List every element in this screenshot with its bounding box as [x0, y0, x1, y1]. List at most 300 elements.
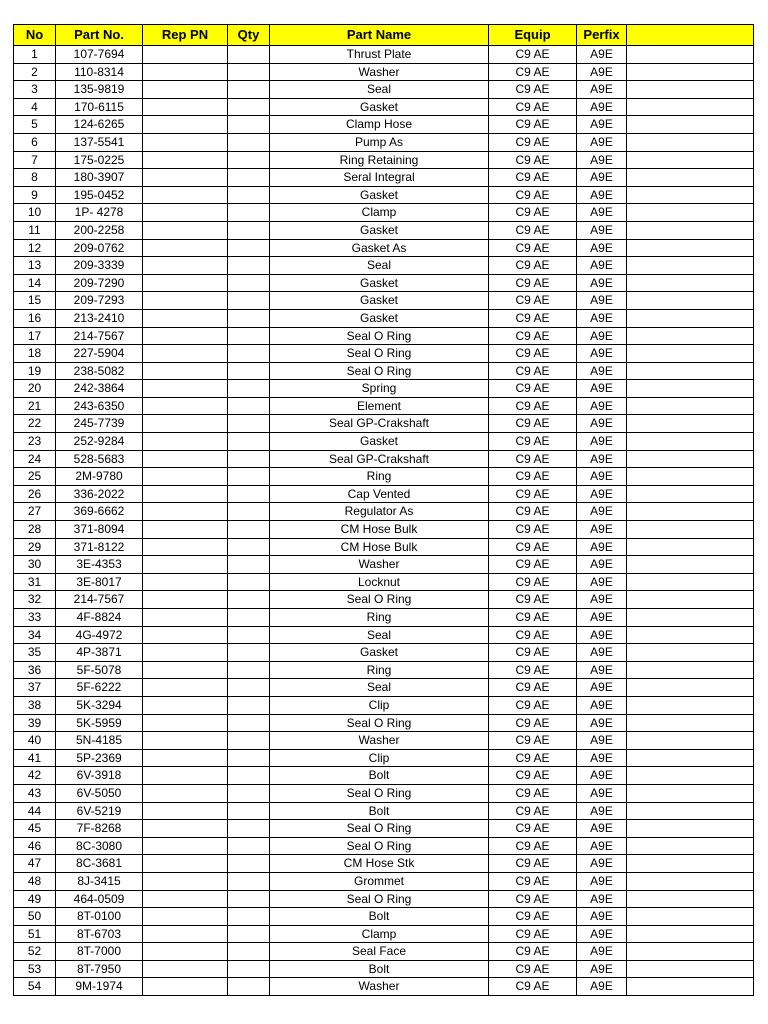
- replacement-part-number[interactable]: [143, 503, 228, 521]
- extra-cell[interactable]: [627, 521, 754, 539]
- part-name[interactable]: Clamp: [270, 925, 489, 943]
- equipment[interactable]: C9 AE: [489, 485, 577, 503]
- replacement-part-number[interactable]: [143, 133, 228, 151]
- prefix[interactable]: A9E: [577, 327, 627, 345]
- row-no[interactable]: 19: [14, 362, 56, 380]
- equipment[interactable]: C9 AE: [489, 239, 577, 257]
- extra-cell[interactable]: [627, 204, 754, 222]
- row-no[interactable]: 25: [14, 468, 56, 486]
- replacement-part-number[interactable]: [143, 521, 228, 539]
- part-name[interactable]: Gasket: [270, 274, 489, 292]
- equipment[interactable]: C9 AE: [489, 556, 577, 574]
- equipment[interactable]: C9 AE: [489, 732, 577, 750]
- extra-cell[interactable]: [627, 872, 754, 890]
- quantity[interactable]: [228, 696, 270, 714]
- extra-cell[interactable]: [627, 133, 754, 151]
- part-number[interactable]: 245-7739: [56, 415, 143, 433]
- header-rep-pn[interactable]: Rep PN: [143, 25, 228, 46]
- equipment[interactable]: C9 AE: [489, 521, 577, 539]
- equipment[interactable]: C9 AE: [489, 538, 577, 556]
- quantity[interactable]: [228, 556, 270, 574]
- prefix[interactable]: A9E: [577, 784, 627, 802]
- quantity[interactable]: [228, 626, 270, 644]
- replacement-part-number[interactable]: [143, 784, 228, 802]
- row-no[interactable]: 3: [14, 81, 56, 99]
- part-name[interactable]: Regulator As: [270, 503, 489, 521]
- part-name[interactable]: CM Hose Stk: [270, 855, 489, 873]
- row-no[interactable]: 35: [14, 644, 56, 662]
- part-number[interactable]: 8C-3080: [56, 837, 143, 855]
- part-name[interactable]: Clip: [270, 696, 489, 714]
- replacement-part-number[interactable]: [143, 538, 228, 556]
- row-no[interactable]: 23: [14, 433, 56, 451]
- extra-cell[interactable]: [627, 749, 754, 767]
- prefix[interactable]: A9E: [577, 749, 627, 767]
- equipment[interactable]: C9 AE: [489, 468, 577, 486]
- part-name[interactable]: Clamp Hose: [270, 116, 489, 134]
- quantity[interactable]: [228, 802, 270, 820]
- equipment[interactable]: C9 AE: [489, 345, 577, 363]
- extra-cell[interactable]: [627, 978, 754, 996]
- prefix[interactable]: A9E: [577, 767, 627, 785]
- quantity[interactable]: [228, 292, 270, 310]
- prefix[interactable]: A9E: [577, 221, 627, 239]
- replacement-part-number[interactable]: [143, 714, 228, 732]
- replacement-part-number[interactable]: [143, 239, 228, 257]
- extra-cell[interactable]: [627, 925, 754, 943]
- part-number[interactable]: 5N-4185: [56, 732, 143, 750]
- equipment[interactable]: C9 AE: [489, 81, 577, 99]
- replacement-part-number[interactable]: [143, 63, 228, 81]
- extra-cell[interactable]: [627, 309, 754, 327]
- prefix[interactable]: A9E: [577, 679, 627, 697]
- quantity[interactable]: [228, 274, 270, 292]
- quantity[interactable]: [228, 485, 270, 503]
- replacement-part-number[interactable]: [143, 696, 228, 714]
- part-name[interactable]: CM Hose Bulk: [270, 521, 489, 539]
- prefix[interactable]: A9E: [577, 978, 627, 996]
- prefix[interactable]: A9E: [577, 433, 627, 451]
- part-name[interactable]: Cap Vented: [270, 485, 489, 503]
- equipment[interactable]: C9 AE: [489, 925, 577, 943]
- part-number[interactable]: 371-8122: [56, 538, 143, 556]
- part-number[interactable]: 135-9819: [56, 81, 143, 99]
- equipment[interactable]: C9 AE: [489, 767, 577, 785]
- equipment[interactable]: C9 AE: [489, 450, 577, 468]
- prefix[interactable]: A9E: [577, 591, 627, 609]
- prefix[interactable]: A9E: [577, 468, 627, 486]
- replacement-part-number[interactable]: [143, 679, 228, 697]
- replacement-part-number[interactable]: [143, 468, 228, 486]
- row-no[interactable]: 39: [14, 714, 56, 732]
- row-no[interactable]: 30: [14, 556, 56, 574]
- quantity[interactable]: [228, 644, 270, 662]
- replacement-part-number[interactable]: [143, 345, 228, 363]
- row-no[interactable]: 54: [14, 978, 56, 996]
- extra-cell[interactable]: [627, 696, 754, 714]
- equipment[interactable]: C9 AE: [489, 116, 577, 134]
- replacement-part-number[interactable]: [143, 380, 228, 398]
- part-name[interactable]: Locknut: [270, 573, 489, 591]
- header-part-name[interactable]: Part Name: [270, 25, 489, 46]
- row-no[interactable]: 44: [14, 802, 56, 820]
- extra-cell[interactable]: [627, 855, 754, 873]
- replacement-part-number[interactable]: [143, 292, 228, 310]
- replacement-part-number[interactable]: [143, 450, 228, 468]
- extra-cell[interactable]: [627, 274, 754, 292]
- extra-cell[interactable]: [627, 450, 754, 468]
- replacement-part-number[interactable]: [143, 186, 228, 204]
- row-no[interactable]: 1: [14, 46, 56, 64]
- quantity[interactable]: [228, 679, 270, 697]
- row-no[interactable]: 27: [14, 503, 56, 521]
- replacement-part-number[interactable]: [143, 925, 228, 943]
- part-number[interactable]: 200-2258: [56, 221, 143, 239]
- row-no[interactable]: 14: [14, 274, 56, 292]
- quantity[interactable]: [228, 46, 270, 64]
- quantity[interactable]: [228, 732, 270, 750]
- quantity[interactable]: [228, 908, 270, 926]
- quantity[interactable]: [228, 186, 270, 204]
- equipment[interactable]: C9 AE: [489, 943, 577, 961]
- part-name[interactable]: Seal: [270, 257, 489, 275]
- equipment[interactable]: C9 AE: [489, 573, 577, 591]
- equipment[interactable]: C9 AE: [489, 784, 577, 802]
- extra-cell[interactable]: [627, 98, 754, 116]
- equipment[interactable]: C9 AE: [489, 960, 577, 978]
- part-number[interactable]: 8T-6703: [56, 925, 143, 943]
- extra-cell[interactable]: [627, 46, 754, 64]
- equipment[interactable]: C9 AE: [489, 609, 577, 627]
- row-no[interactable]: 6: [14, 133, 56, 151]
- part-number[interactable]: 336-2022: [56, 485, 143, 503]
- equipment[interactable]: C9 AE: [489, 679, 577, 697]
- extra-cell[interactable]: [627, 345, 754, 363]
- equipment[interactable]: C9 AE: [489, 397, 577, 415]
- replacement-part-number[interactable]: [143, 573, 228, 591]
- extra-cell[interactable]: [627, 679, 754, 697]
- replacement-part-number[interactable]: [143, 415, 228, 433]
- part-number[interactable]: 6V-5219: [56, 802, 143, 820]
- prefix[interactable]: A9E: [577, 257, 627, 275]
- equipment[interactable]: C9 AE: [489, 872, 577, 890]
- quantity[interactable]: [228, 397, 270, 415]
- quantity[interactable]: [228, 239, 270, 257]
- replacement-part-number[interactable]: [143, 855, 228, 873]
- part-number[interactable]: 371-8094: [56, 521, 143, 539]
- equipment[interactable]: C9 AE: [489, 292, 577, 310]
- part-name[interactable]: Bolt: [270, 767, 489, 785]
- quantity[interactable]: [228, 133, 270, 151]
- equipment[interactable]: C9 AE: [489, 274, 577, 292]
- extra-cell[interactable]: [627, 943, 754, 961]
- replacement-part-number[interactable]: [143, 309, 228, 327]
- equipment[interactable]: C9 AE: [489, 661, 577, 679]
- part-name[interactable]: Washer: [270, 556, 489, 574]
- prefix[interactable]: A9E: [577, 485, 627, 503]
- replacement-part-number[interactable]: [143, 872, 228, 890]
- extra-cell[interactable]: [627, 591, 754, 609]
- part-name[interactable]: Grommet: [270, 872, 489, 890]
- quantity[interactable]: [228, 784, 270, 802]
- part-number[interactable]: 5K-5959: [56, 714, 143, 732]
- part-name[interactable]: Thrust Plate: [270, 46, 489, 64]
- prefix[interactable]: A9E: [577, 820, 627, 838]
- quantity[interactable]: [228, 820, 270, 838]
- row-no[interactable]: 48: [14, 872, 56, 890]
- replacement-part-number[interactable]: [143, 943, 228, 961]
- prefix[interactable]: A9E: [577, 644, 627, 662]
- quantity[interactable]: [228, 362, 270, 380]
- part-number[interactable]: 195-0452: [56, 186, 143, 204]
- prefix[interactable]: A9E: [577, 274, 627, 292]
- replacement-part-number[interactable]: [143, 433, 228, 451]
- part-name[interactable]: Seal O Ring: [270, 784, 489, 802]
- part-number[interactable]: 214-7567: [56, 591, 143, 609]
- row-no[interactable]: 37: [14, 679, 56, 697]
- part-name[interactable]: Bolt: [270, 960, 489, 978]
- prefix[interactable]: A9E: [577, 309, 627, 327]
- part-name[interactable]: Gasket: [270, 221, 489, 239]
- part-number[interactable]: 213-2410: [56, 309, 143, 327]
- part-name[interactable]: Seal O Ring: [270, 327, 489, 345]
- equipment[interactable]: C9 AE: [489, 63, 577, 81]
- row-no[interactable]: 36: [14, 661, 56, 679]
- prefix[interactable]: A9E: [577, 133, 627, 151]
- part-name[interactable]: Gasket: [270, 644, 489, 662]
- replacement-part-number[interactable]: [143, 169, 228, 187]
- row-no[interactable]: 47: [14, 855, 56, 873]
- row-no[interactable]: 13: [14, 257, 56, 275]
- row-no[interactable]: 7: [14, 151, 56, 169]
- row-no[interactable]: 17: [14, 327, 56, 345]
- part-number[interactable]: 464-0509: [56, 890, 143, 908]
- part-number[interactable]: 107-7694: [56, 46, 143, 64]
- part-number[interactable]: 209-7293: [56, 292, 143, 310]
- replacement-part-number[interactable]: [143, 98, 228, 116]
- part-number[interactable]: 7F-8268: [56, 820, 143, 838]
- quantity[interactable]: [228, 433, 270, 451]
- replacement-part-number[interactable]: [143, 644, 228, 662]
- part-name[interactable]: Seal O Ring: [270, 591, 489, 609]
- quantity[interactable]: [228, 521, 270, 539]
- row-no[interactable]: 41: [14, 749, 56, 767]
- extra-cell[interactable]: [627, 802, 754, 820]
- equipment[interactable]: C9 AE: [489, 204, 577, 222]
- part-name[interactable]: Gasket: [270, 292, 489, 310]
- part-number[interactable]: 209-7290: [56, 274, 143, 292]
- prefix[interactable]: A9E: [577, 450, 627, 468]
- quantity[interactable]: [228, 98, 270, 116]
- quantity[interactable]: [228, 978, 270, 996]
- equipment[interactable]: C9 AE: [489, 98, 577, 116]
- replacement-part-number[interactable]: [143, 46, 228, 64]
- extra-cell[interactable]: [627, 380, 754, 398]
- row-no[interactable]: 22: [14, 415, 56, 433]
- prefix[interactable]: A9E: [577, 397, 627, 415]
- part-name[interactable]: Gasket As: [270, 239, 489, 257]
- row-no[interactable]: 9: [14, 186, 56, 204]
- extra-cell[interactable]: [627, 221, 754, 239]
- extra-cell[interactable]: [627, 81, 754, 99]
- extra-cell[interactable]: [627, 63, 754, 81]
- extra-cell[interactable]: [627, 960, 754, 978]
- replacement-part-number[interactable]: [143, 556, 228, 574]
- part-number[interactable]: 2M-9780: [56, 468, 143, 486]
- quantity[interactable]: [228, 169, 270, 187]
- prefix[interactable]: A9E: [577, 415, 627, 433]
- equipment[interactable]: C9 AE: [489, 626, 577, 644]
- row-no[interactable]: 29: [14, 538, 56, 556]
- part-number[interactable]: 4P-3871: [56, 644, 143, 662]
- row-no[interactable]: 16: [14, 309, 56, 327]
- quantity[interactable]: [228, 450, 270, 468]
- prefix[interactable]: A9E: [577, 872, 627, 890]
- prefix[interactable]: A9E: [577, 380, 627, 398]
- extra-cell[interactable]: [627, 609, 754, 627]
- replacement-part-number[interactable]: [143, 204, 228, 222]
- equipment[interactable]: C9 AE: [489, 908, 577, 926]
- prefix[interactable]: A9E: [577, 63, 627, 81]
- extra-cell[interactable]: [627, 626, 754, 644]
- row-no[interactable]: 49: [14, 890, 56, 908]
- part-name[interactable]: Seal O Ring: [270, 345, 489, 363]
- quantity[interactable]: [228, 661, 270, 679]
- prefix[interactable]: A9E: [577, 890, 627, 908]
- equipment[interactable]: C9 AE: [489, 415, 577, 433]
- extra-cell[interactable]: [627, 485, 754, 503]
- prefix[interactable]: A9E: [577, 169, 627, 187]
- header-equip[interactable]: Equip: [489, 25, 577, 46]
- equipment[interactable]: C9 AE: [489, 644, 577, 662]
- quantity[interactable]: [228, 837, 270, 855]
- prefix[interactable]: A9E: [577, 116, 627, 134]
- quantity[interactable]: [228, 468, 270, 486]
- part-name[interactable]: Spring: [270, 380, 489, 398]
- part-name[interactable]: Seal GP-Crakshaft: [270, 450, 489, 468]
- equipment[interactable]: C9 AE: [489, 503, 577, 521]
- part-name[interactable]: Washer: [270, 732, 489, 750]
- part-number[interactable]: 8T-0100: [56, 908, 143, 926]
- part-name[interactable]: Gasket: [270, 98, 489, 116]
- prefix[interactable]: A9E: [577, 556, 627, 574]
- row-no[interactable]: 15: [14, 292, 56, 310]
- quantity[interactable]: [228, 943, 270, 961]
- prefix[interactable]: A9E: [577, 908, 627, 926]
- row-no[interactable]: 21: [14, 397, 56, 415]
- row-no[interactable]: 26: [14, 485, 56, 503]
- equipment[interactable]: C9 AE: [489, 714, 577, 732]
- extra-cell[interactable]: [627, 239, 754, 257]
- prefix[interactable]: A9E: [577, 855, 627, 873]
- row-no[interactable]: 34: [14, 626, 56, 644]
- prefix[interactable]: A9E: [577, 661, 627, 679]
- row-no[interactable]: 28: [14, 521, 56, 539]
- extra-cell[interactable]: [627, 573, 754, 591]
- replacement-part-number[interactable]: [143, 327, 228, 345]
- equipment[interactable]: C9 AE: [489, 802, 577, 820]
- part-number[interactable]: 369-6662: [56, 503, 143, 521]
- part-number[interactable]: 243-6350: [56, 397, 143, 415]
- extra-cell[interactable]: [627, 362, 754, 380]
- part-name[interactable]: Seral Integral: [270, 169, 489, 187]
- part-number[interactable]: 5K-3294: [56, 696, 143, 714]
- part-number[interactable]: 8C-3681: [56, 855, 143, 873]
- row-no[interactable]: 42: [14, 767, 56, 785]
- part-number[interactable]: 9M-1974: [56, 978, 143, 996]
- part-name[interactable]: Gasket: [270, 433, 489, 451]
- row-no[interactable]: 40: [14, 732, 56, 750]
- extra-cell[interactable]: [627, 327, 754, 345]
- replacement-part-number[interactable]: [143, 626, 228, 644]
- row-no[interactable]: 45: [14, 820, 56, 838]
- part-number[interactable]: 5F-5078: [56, 661, 143, 679]
- extra-cell[interactable]: [627, 837, 754, 855]
- row-no[interactable]: 4: [14, 98, 56, 116]
- row-no[interactable]: 20: [14, 380, 56, 398]
- equipment[interactable]: C9 AE: [489, 221, 577, 239]
- replacement-part-number[interactable]: [143, 609, 228, 627]
- part-name[interactable]: Bolt: [270, 908, 489, 926]
- equipment[interactable]: C9 AE: [489, 820, 577, 838]
- header-extra[interactable]: [627, 25, 754, 46]
- quantity[interactable]: [228, 749, 270, 767]
- replacement-part-number[interactable]: [143, 591, 228, 609]
- replacement-part-number[interactable]: [143, 837, 228, 855]
- replacement-part-number[interactable]: [143, 81, 228, 99]
- quantity[interactable]: [228, 63, 270, 81]
- part-number[interactable]: 6V-3918: [56, 767, 143, 785]
- row-no[interactable]: 18: [14, 345, 56, 363]
- row-no[interactable]: 10: [14, 204, 56, 222]
- prefix[interactable]: A9E: [577, 186, 627, 204]
- extra-cell[interactable]: [627, 732, 754, 750]
- replacement-part-number[interactable]: [143, 978, 228, 996]
- quantity[interactable]: [228, 151, 270, 169]
- equipment[interactable]: C9 AE: [489, 380, 577, 398]
- extra-cell[interactable]: [627, 661, 754, 679]
- extra-cell[interactable]: [627, 908, 754, 926]
- extra-cell[interactable]: [627, 169, 754, 187]
- extra-cell[interactable]: [627, 116, 754, 134]
- extra-cell[interactable]: [627, 292, 754, 310]
- quantity[interactable]: [228, 591, 270, 609]
- replacement-part-number[interactable]: [143, 661, 228, 679]
- prefix[interactable]: A9E: [577, 538, 627, 556]
- equipment[interactable]: C9 AE: [489, 837, 577, 855]
- quantity[interactable]: [228, 855, 270, 873]
- quantity[interactable]: [228, 81, 270, 99]
- replacement-part-number[interactable]: [143, 908, 228, 926]
- extra-cell[interactable]: [627, 415, 754, 433]
- header-part-no[interactable]: Part No.: [56, 25, 143, 46]
- row-no[interactable]: 12: [14, 239, 56, 257]
- prefix[interactable]: A9E: [577, 609, 627, 627]
- extra-cell[interactable]: [627, 538, 754, 556]
- quantity[interactable]: [228, 573, 270, 591]
- part-number[interactable]: 209-3339: [56, 257, 143, 275]
- equipment[interactable]: C9 AE: [489, 855, 577, 873]
- equipment[interactable]: C9 AE: [489, 257, 577, 275]
- part-number[interactable]: 6V-5050: [56, 784, 143, 802]
- part-number[interactable]: 3E-4353: [56, 556, 143, 574]
- replacement-part-number[interactable]: [143, 274, 228, 292]
- equipment[interactable]: C9 AE: [489, 749, 577, 767]
- prefix[interactable]: A9E: [577, 837, 627, 855]
- part-name[interactable]: Gasket: [270, 309, 489, 327]
- part-number[interactable]: 5F-6222: [56, 679, 143, 697]
- part-number[interactable]: 238-5082: [56, 362, 143, 380]
